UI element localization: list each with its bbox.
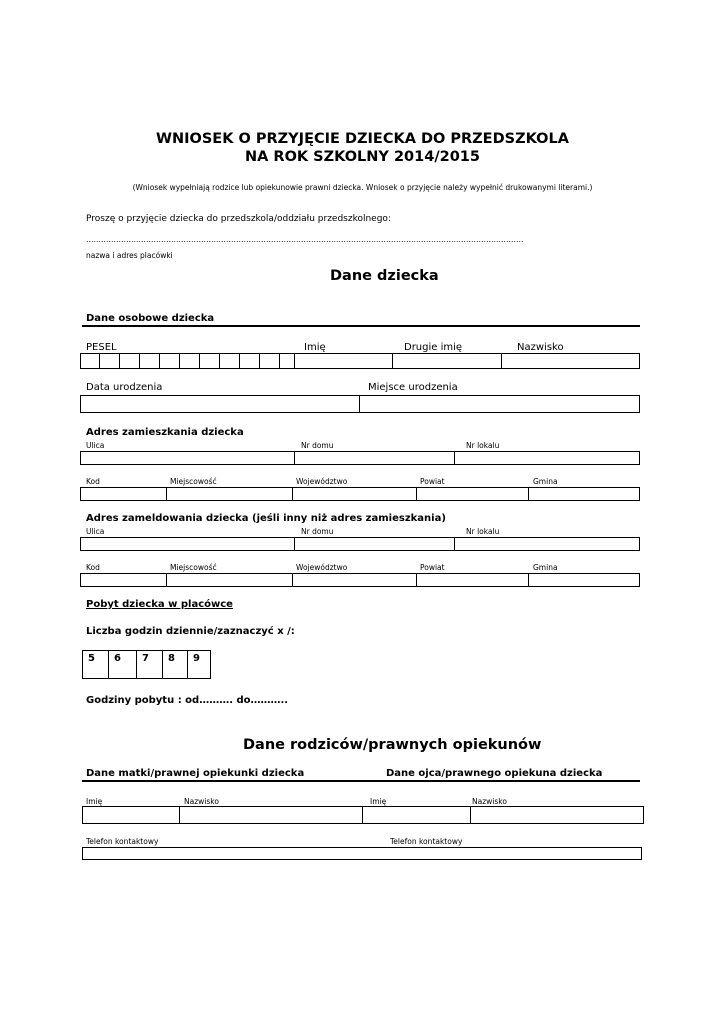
registered-street-label: Ulica bbox=[86, 527, 105, 536]
birth-place-label: Miejsce urodzenia bbox=[368, 382, 458, 393]
registered-commune-label: Gmina bbox=[533, 563, 558, 572]
mother-phone-input[interactable] bbox=[82, 847, 382, 860]
child-section-title: Dane dziecka bbox=[330, 268, 439, 284]
father-first-name-label: Imię bbox=[370, 797, 387, 806]
first-name-input[interactable] bbox=[295, 353, 392, 369]
form-title-line1: WNIOSEK O PRZYJĘCIE DZIECKA DO PRZEDSZKOLA bbox=[156, 131, 569, 147]
hours-option-9[interactable]: 9 bbox=[187, 650, 211, 679]
first-name-label: Imię bbox=[304, 342, 326, 353]
hours-option-5[interactable]: 5 bbox=[82, 650, 109, 679]
registered-town-input[interactable] bbox=[167, 573, 292, 587]
parents-rule bbox=[82, 780, 640, 782]
surname-input[interactable] bbox=[502, 353, 640, 369]
father-heading: Dane ojca/prawnego opiekuna dziecka bbox=[386, 768, 603, 779]
mother-phone-label: Telefon kontaktowy bbox=[86, 837, 159, 846]
birth-date-input[interactable] bbox=[80, 395, 359, 413]
registered-heading: Adres zameldowania dziecka (jeśli inny niż adres zamieszkania) bbox=[86, 513, 446, 524]
residence-postcode-input[interactable] bbox=[80, 487, 166, 501]
residence-county-input[interactable] bbox=[417, 487, 528, 501]
residence-commune-label: Gmina bbox=[533, 477, 558, 486]
hours-option-7[interactable]: 7 bbox=[136, 650, 163, 679]
residence-street-input[interactable] bbox=[80, 451, 294, 465]
hours-label: Liczba godzin dziennie/zaznaczyć x /: bbox=[86, 626, 295, 637]
registered-voivodeship-input[interactable] bbox=[293, 573, 416, 587]
father-first-name-input[interactable] bbox=[363, 806, 470, 824]
mother-heading: Dane matki/prawnej opiekunki dziecka bbox=[86, 768, 305, 779]
residence-town-input[interactable] bbox=[167, 487, 292, 501]
hours-option-8[interactable]: 8 bbox=[162, 650, 188, 679]
mother-first-name-label: Imię bbox=[86, 797, 103, 806]
residence-county-label: Powiat bbox=[420, 477, 445, 486]
section-rule bbox=[82, 325, 640, 327]
pesel-input[interactable] bbox=[80, 353, 294, 369]
hours-option-6[interactable]: 6 bbox=[108, 650, 137, 679]
father-phone-input[interactable] bbox=[383, 847, 642, 860]
stay-hours-range[interactable]: Godziny pobytu : od………. do……….. bbox=[86, 695, 289, 706]
mother-surname-input[interactable] bbox=[180, 806, 362, 824]
residence-house-label: Nr domu bbox=[301, 441, 334, 450]
form-title-line2: NA ROK SZKOLNY 2014/2015 bbox=[245, 149, 480, 165]
registered-street-input[interactable] bbox=[80, 537, 294, 551]
pesel-label: PESEL bbox=[86, 342, 117, 353]
residence-town-label: Miejscowość bbox=[170, 477, 217, 486]
father-surname-label: Nazwisko bbox=[472, 797, 507, 806]
registered-house-label: Nr domu bbox=[301, 527, 334, 536]
registered-postcode-label: Kod bbox=[86, 563, 100, 572]
second-name-label: Drugie imię bbox=[404, 342, 463, 353]
residence-house-input[interactable] bbox=[295, 451, 454, 465]
stay-heading: Pobyt dziecka w placówce bbox=[86, 599, 233, 610]
residence-voivodeship-input[interactable] bbox=[293, 487, 416, 501]
personal-data-heading: Dane osobowe dziecka bbox=[86, 313, 215, 324]
registered-postcode-input[interactable] bbox=[80, 573, 166, 587]
request-dots[interactable]: …………………………………………………………………………………………………………………………………………………………. bbox=[86, 235, 524, 244]
residence-voivodeship-label: Województwo bbox=[296, 477, 348, 486]
mother-surname-label: Nazwisko bbox=[184, 797, 219, 806]
father-surname-input[interactable] bbox=[471, 806, 644, 824]
registered-town-label: Miejscowość bbox=[170, 563, 217, 572]
registered-commune-input[interactable] bbox=[529, 573, 640, 587]
form-note: (Wniosek wypełniają rodzice lub opiekunowie prawni dziecka. Wniosek o przyjęcie należy wypełnić drukowanymi literami.) bbox=[132, 183, 593, 192]
residence-flat-label: Nr lokalu bbox=[466, 441, 500, 450]
residence-postcode-label: Kod bbox=[86, 477, 100, 486]
registered-voivodeship-label: Województwo bbox=[296, 563, 348, 572]
registered-house-input[interactable] bbox=[295, 537, 454, 551]
residence-street-label: Ulica bbox=[86, 441, 105, 450]
residence-commune-input[interactable] bbox=[529, 487, 640, 501]
mother-first-name-input[interactable] bbox=[82, 806, 179, 824]
request-caption: nazwa i adres placówki bbox=[86, 251, 173, 260]
registered-flat-label: Nr lokalu bbox=[466, 527, 500, 536]
request-text: Proszę o przyjęcie dziecka do przedszkola/oddziału przedszkolnego: bbox=[86, 214, 391, 224]
registered-county-label: Powiat bbox=[420, 563, 445, 572]
parents-section-title: Dane rodziców/prawnych opiekunów bbox=[243, 737, 542, 753]
birth-date-label: Data urodzenia bbox=[86, 382, 163, 393]
father-phone-label: Telefon kontaktowy bbox=[390, 837, 463, 846]
registered-flat-input[interactable] bbox=[455, 537, 640, 551]
surname-label: Nazwisko bbox=[517, 342, 564, 353]
registered-county-input[interactable] bbox=[417, 573, 528, 587]
birth-place-input[interactable] bbox=[360, 395, 640, 413]
residence-flat-input[interactable] bbox=[455, 451, 640, 465]
second-name-input[interactable] bbox=[393, 353, 501, 369]
residence-heading: Adres zamieszkania dziecka bbox=[86, 427, 244, 438]
